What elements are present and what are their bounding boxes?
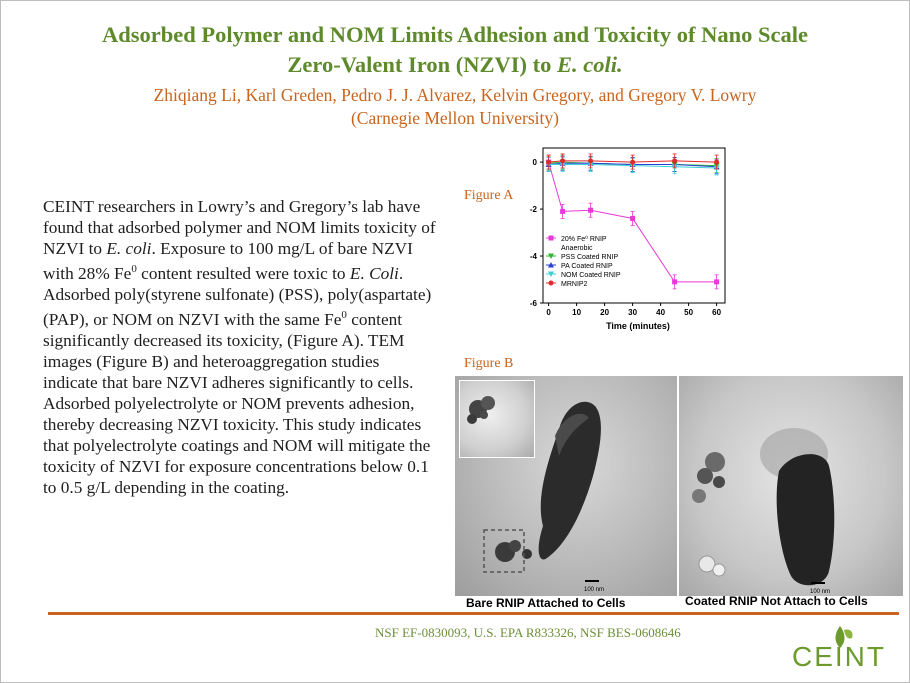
summary-text-2: . Exposure to 100 mg/L of bare NZVI with 28% Fe (43, 239, 413, 283)
legend-label: NOM Coated RNIP (561, 272, 621, 279)
data-point (588, 158, 593, 163)
tem-image-coated-rnip (679, 376, 903, 596)
summary-ecoli-2: E. Coli (349, 263, 399, 283)
data-point (630, 160, 635, 165)
y-tick-label: -4 (529, 252, 537, 262)
x-tick-label: 30 (628, 308, 638, 317)
summary-text-5: content significantly decreased its toxicity, (Figure A). TEM images (Figure B) and heteroaggregation studies indicate that bare NZVI adheres significantly to cells. Adsorbed polyelectrolyte or NOM prevents adhesion, thereby decreasing NZVI toxicity. This study indicates that polyelectrolyte coatings and NOM will mitigate the toxicity of NZVI for exposure concentrations below 0.1 to 0.5 g/L depending in the coating. (43, 309, 431, 497)
figure-b-label: Figure B (464, 356, 514, 371)
x-axis-label: Time (minutes) (606, 321, 670, 331)
y-tick-label: 0 (532, 158, 537, 168)
summary-ecoli-1: E. coli (106, 239, 152, 258)
data-point (588, 208, 593, 213)
title-line-2 (30, 50, 880, 80)
tem-inset-illustration (460, 381, 534, 457)
data-point (546, 160, 551, 165)
funding-text: NSF EF-0830093, U.S. EPA R833326, NSF BES-0608646 (375, 625, 681, 640)
data-point (630, 216, 635, 221)
ceint-logo-text: CEINT (792, 641, 886, 670)
summary-text-3: content resulted were toxic to (136, 263, 350, 283)
data-point (549, 236, 554, 241)
title-line-1: Adsorbed Polymer and NOM Limits Adhesion and Toxicity of Nano Scale (102, 22, 808, 47)
figure-a-chart (505, 140, 735, 345)
summary-paragraph (43, 196, 438, 498)
legend-label: PSS Coated RNIP (561, 254, 619, 261)
author-affiliation: (Carnegie Mellon University) (350, 108, 559, 128)
x-tick-label: 60 (712, 308, 722, 317)
summary-superscript-1: 0 (131, 263, 137, 275)
data-point (714, 160, 719, 165)
x-tick-label: 50 (684, 308, 694, 317)
author-names: Zhiqiang Li, Karl Greden, Pedro J. J. Alvarez, Kelvin Gregory, and Gregory V. Lowry (153, 85, 757, 105)
tem-image-bare-rnip (455, 376, 677, 596)
data-point (672, 158, 677, 163)
legend-note: Anaerobic (561, 245, 593, 252)
legend-label: MRNIP2 (561, 281, 588, 288)
x-tick-label: 10 (572, 308, 582, 317)
scale-bar-right-label: 100 nm (810, 589, 831, 595)
y-tick-label: -2 (529, 205, 537, 215)
summary-text-1: CEINT researchers in Lowry’s and Gregory’s lab have found that adsorbed polymer and NOM limits toxicity of NZVI to (43, 197, 436, 258)
footer-divider (48, 612, 899, 615)
scale-bar-right (811, 582, 825, 584)
summary-superscript-2: 0 (341, 308, 347, 321)
scale-bar-left-label: 100 nm (584, 587, 605, 593)
toxicity-line-chart (505, 140, 735, 345)
scale-bar-left (585, 580, 599, 582)
data-point (714, 279, 719, 284)
summary-text-4: . Adsorbed poly(styrene sulfonate) (PSS), poly(aspartate) (PAP), or NOM on NZVI with the same Fe (43, 263, 432, 329)
data-point (560, 209, 565, 214)
x-tick-label: 20 (600, 308, 610, 317)
x-tick-label: 40 (656, 308, 666, 317)
tem-coated-illustration (679, 376, 903, 596)
y-tick-label: -6 (529, 299, 537, 308)
title-line-2-italic: E. coli. (556, 52, 623, 77)
data-point (560, 158, 565, 163)
title-line-2-main: Zero-Valent Iron (NZVI) to (287, 52, 557, 77)
caption-coated-rnip: Coated RNIP Not Attach to Cells (685, 594, 868, 608)
legend-label: 20% Fe⁰ RNIP (561, 236, 607, 243)
ceint-logo (790, 620, 890, 670)
caption-bare-rnip: Bare RNIP Attached to Cells (466, 596, 626, 610)
ceint-logo-graphic (790, 620, 890, 670)
figure-a-label: Figure A (464, 188, 514, 203)
data-point (672, 279, 677, 284)
tem-inset-image (459, 380, 535, 458)
slide-title (30, 20, 880, 80)
authors-block (20, 84, 890, 130)
x-tick-label: 0 (546, 308, 551, 317)
data-point (549, 281, 554, 286)
legend-label: PA Coated RNIP (561, 263, 613, 270)
